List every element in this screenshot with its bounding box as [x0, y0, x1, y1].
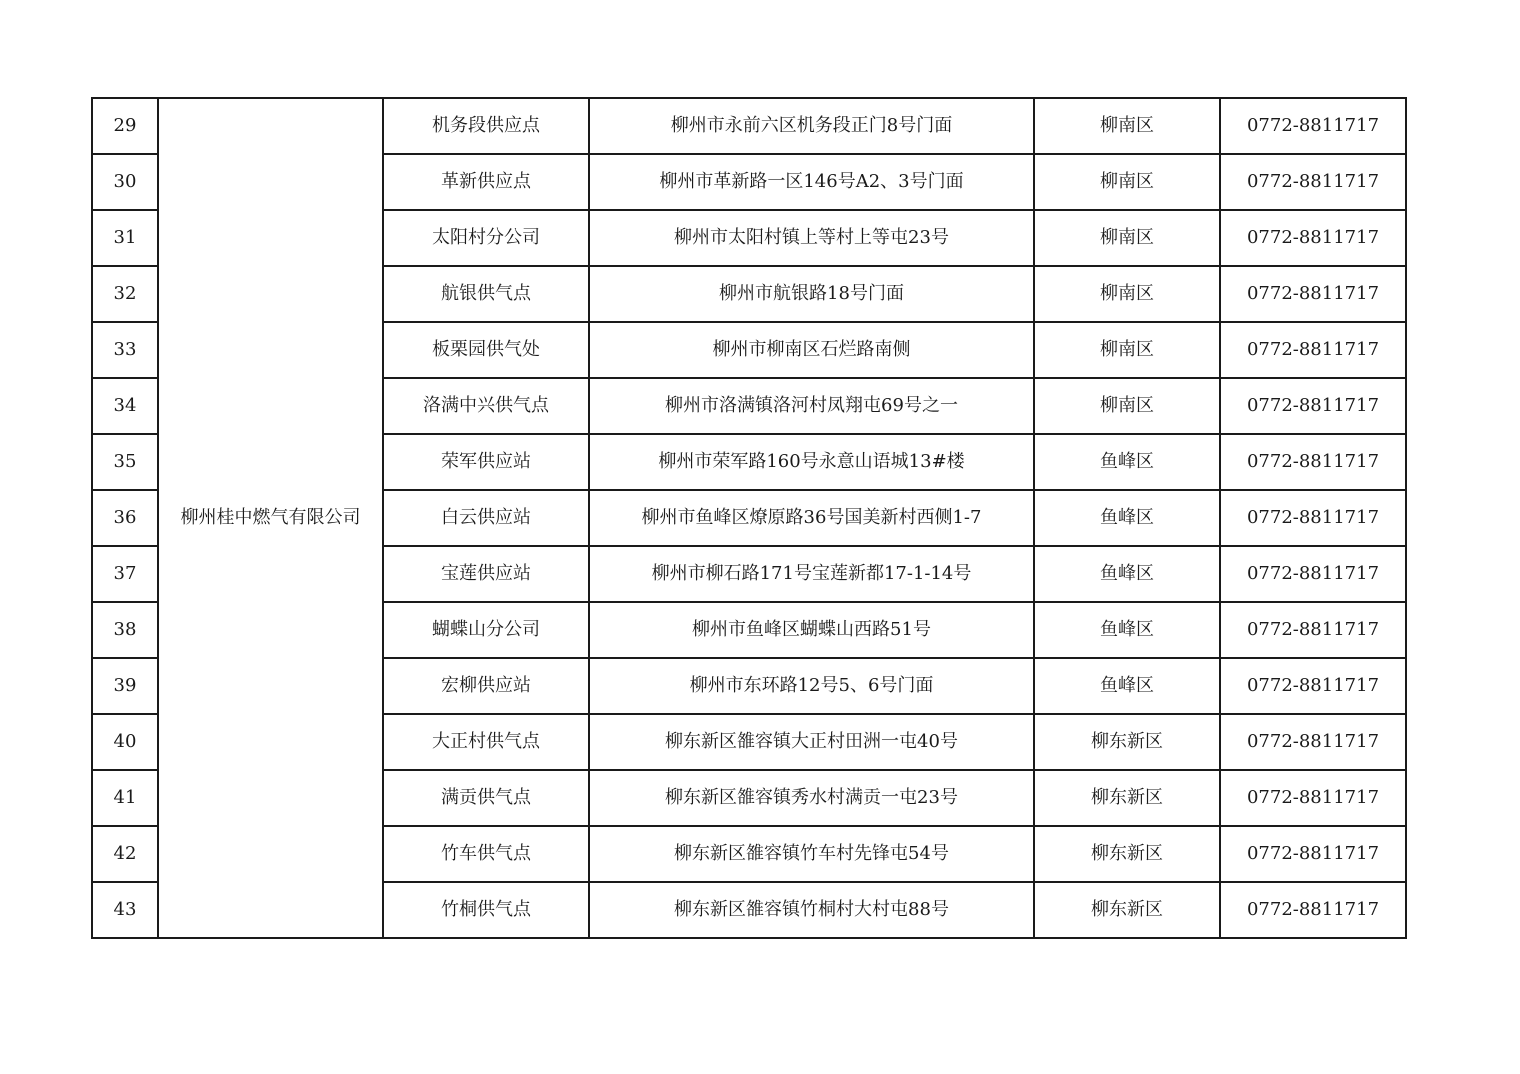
address-cell: 柳州市鱼峰区蝴蝶山西路51号 [589, 602, 1034, 658]
district-cell: 柳东新区 [1034, 714, 1220, 770]
row-number-cell: 33 [92, 322, 158, 378]
address-cell: 柳州市太阳村镇上等村上等屯23号 [589, 210, 1034, 266]
district-cell: 柳南区 [1034, 98, 1220, 154]
district-cell: 柳南区 [1034, 322, 1220, 378]
supply-point-name-cell: 板栗园供气处 [383, 322, 589, 378]
address-cell: 柳东新区雒容镇秀水村满贡一屯23号 [589, 770, 1034, 826]
phone-cell: 0772-8811717 [1220, 826, 1406, 882]
phone-cell: 0772-8811717 [1220, 770, 1406, 826]
phone-cell: 0772-8811717 [1220, 434, 1406, 490]
phone-cell: 0772-8811717 [1220, 266, 1406, 322]
district-cell: 柳东新区 [1034, 882, 1220, 938]
district-cell: 柳南区 [1034, 266, 1220, 322]
supply-point-name-cell: 航银供气点 [383, 266, 589, 322]
phone-cell: 0772-8811717 [1220, 210, 1406, 266]
district-cell: 鱼峰区 [1034, 602, 1220, 658]
address-cell: 柳州市鱼峰区燎原路36号国美新村西侧1-7 [589, 490, 1034, 546]
address-cell: 柳州市柳南区石烂路南侧 [589, 322, 1034, 378]
address-cell: 柳东新区雒容镇竹车村先锋屯54号 [589, 826, 1034, 882]
address-cell: 柳州市洛满镇洛河村凤翔屯69号之一 [589, 378, 1034, 434]
supply-point-name-cell: 革新供应点 [383, 154, 589, 210]
address-cell: 柳东新区雒容镇大正村田洲一屯40号 [589, 714, 1034, 770]
phone-cell: 0772-8811717 [1220, 378, 1406, 434]
district-cell: 柳南区 [1034, 378, 1220, 434]
row-number-cell: 40 [92, 714, 158, 770]
row-number-cell: 42 [92, 826, 158, 882]
supply-point-name-cell: 宏柳供应站 [383, 658, 589, 714]
district-cell: 鱼峰区 [1034, 658, 1220, 714]
supply-point-name-cell: 洛满中兴供气点 [383, 378, 589, 434]
row-number-cell: 35 [92, 434, 158, 490]
row-number-cell: 34 [92, 378, 158, 434]
district-cell: 柳南区 [1034, 210, 1220, 266]
address-cell: 柳州市永前六区机务段正门8号门面 [589, 98, 1034, 154]
district-cell: 柳南区 [1034, 154, 1220, 210]
address-cell: 柳东新区雒容镇竹桐村大村屯88号 [589, 882, 1034, 938]
phone-cell: 0772-8811717 [1220, 98, 1406, 154]
phone-cell: 0772-8811717 [1220, 714, 1406, 770]
supply-point-name-cell: 机务段供应点 [383, 98, 589, 154]
phone-cell: 0772-8811717 [1220, 322, 1406, 378]
district-cell: 柳东新区 [1034, 770, 1220, 826]
phone-cell: 0772-8811717 [1220, 154, 1406, 210]
row-number-cell: 29 [92, 98, 158, 154]
table-row [92, 98, 1406, 154]
phone-cell: 0772-8811717 [1220, 490, 1406, 546]
row-number-cell: 31 [92, 210, 158, 266]
address-cell: 柳州市航银路18号门面 [589, 266, 1034, 322]
supply-point-name-cell: 蝴蝶山分公司 [383, 602, 589, 658]
row-number-cell: 37 [92, 546, 158, 602]
phone-cell: 0772-8811717 [1220, 602, 1406, 658]
row-number-cell: 39 [92, 658, 158, 714]
district-cell: 鱼峰区 [1034, 546, 1220, 602]
address-cell: 柳州市东环路12号5、6号门面 [589, 658, 1034, 714]
table-body [92, 98, 1406, 938]
phone-cell: 0772-8811717 [1220, 658, 1406, 714]
row-number-cell: 36 [92, 490, 158, 546]
supply-point-table [91, 97, 1407, 939]
supply-point-name-cell: 竹桐供气点 [383, 882, 589, 938]
row-number-cell: 41 [92, 770, 158, 826]
supply-point-name-cell: 荣军供应站 [383, 434, 589, 490]
district-cell: 鱼峰区 [1034, 490, 1220, 546]
district-cell: 柳东新区 [1034, 826, 1220, 882]
row-number-cell: 43 [92, 882, 158, 938]
supply-point-name-cell: 白云供应站 [383, 490, 589, 546]
row-number-cell: 32 [92, 266, 158, 322]
address-cell: 柳州市革新路一区146号A2、3号门面 [589, 154, 1034, 210]
supply-point-name-cell: 满贡供气点 [383, 770, 589, 826]
supply-point-name-cell: 大正村供气点 [383, 714, 589, 770]
supply-point-name-cell: 太阳村分公司 [383, 210, 589, 266]
row-number-cell: 38 [92, 602, 158, 658]
row-number-cell: 30 [92, 154, 158, 210]
supply-point-name-cell: 宝莲供应站 [383, 546, 589, 602]
company-name-cell: 柳州桂中燃气有限公司 [158, 98, 383, 938]
phone-cell: 0772-8811717 [1220, 546, 1406, 602]
supply-point-name-cell: 竹车供气点 [383, 826, 589, 882]
address-cell: 柳州市柳石路171号宝莲新都17-1-14号 [589, 546, 1034, 602]
district-cell: 鱼峰区 [1034, 434, 1220, 490]
address-cell: 柳州市荣军路160号永意山语城13#楼 [589, 434, 1034, 490]
phone-cell: 0772-8811717 [1220, 882, 1406, 938]
